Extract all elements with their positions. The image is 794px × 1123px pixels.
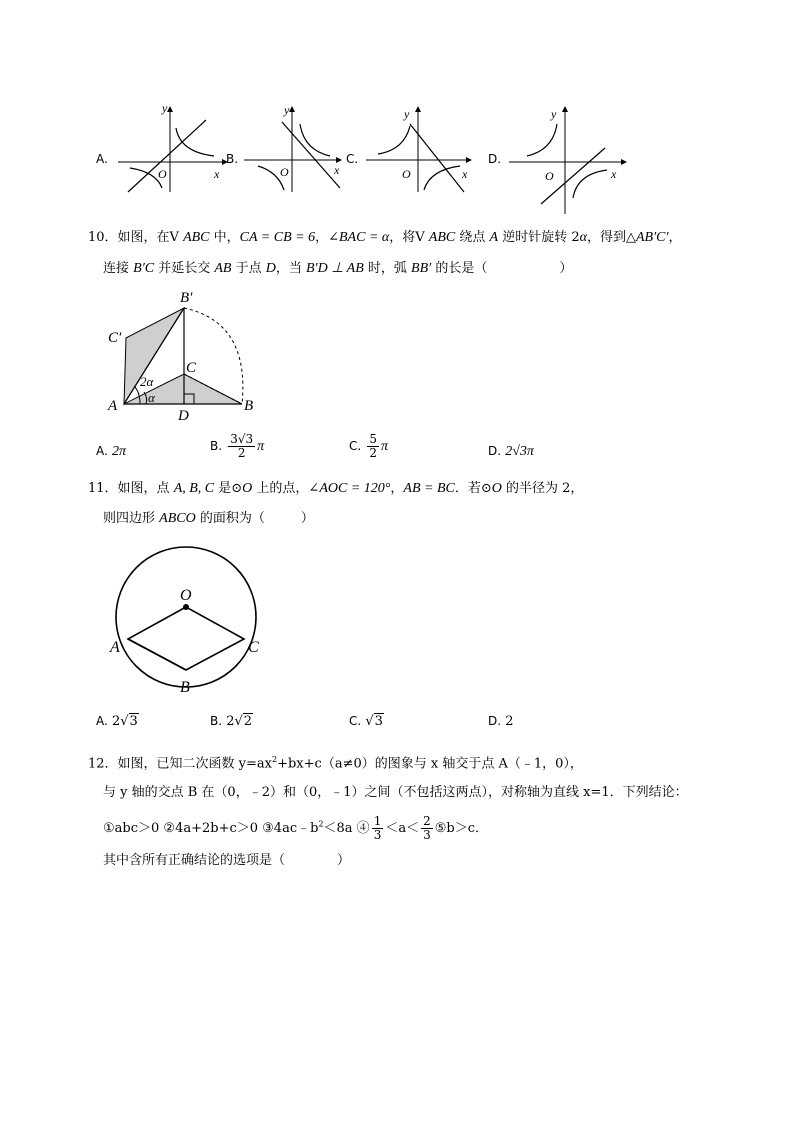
text: ， <box>668 230 682 245</box>
math: O <box>242 481 253 496</box>
label-alpha: α <box>148 390 155 405</box>
q11-option-b: B. 2√2 <box>210 714 253 729</box>
q12-line4: 其中含所有正确结论的选项是（ ） <box>103 853 351 868</box>
q12-line3 <box>103 815 488 842</box>
math: AOC = 120° <box>319 481 391 496</box>
text: ，∠ <box>315 230 339 245</box>
superscript: 2 <box>272 755 278 764</box>
option-label: D. <box>488 714 502 728</box>
pi: π <box>380 439 388 454</box>
text: 是⊙ <box>214 481 243 496</box>
graph-b <box>240 100 350 195</box>
origin-label: O <box>402 167 411 181</box>
text: +bx+c（a≠0）的图象与 x 轴交于点 A（﹣1，0）， <box>277 756 583 772</box>
q10-option-c <box>349 433 388 460</box>
option-b-label: B. <box>226 152 239 166</box>
label-o: O <box>180 587 192 604</box>
coefficient: 2 <box>226 714 235 729</box>
q11-figure <box>100 540 270 700</box>
option-label: A. <box>96 444 108 458</box>
fraction <box>367 433 379 460</box>
q12-line1 <box>88 752 583 772</box>
option-label: C. <box>349 714 362 728</box>
option-label: B. <box>210 714 223 728</box>
x-label: x <box>214 167 220 181</box>
math: ABC <box>428 230 456 245</box>
text: 则四边形 <box>103 511 160 526</box>
origin-label: O <box>158 167 167 181</box>
text: ） <box>300 511 314 526</box>
graph-d <box>505 100 635 218</box>
label-b: B <box>180 679 190 696</box>
y-label: y <box>284 103 290 117</box>
y-label: y <box>162 101 168 115</box>
denominator: 2 <box>369 446 377 460</box>
option-value: 2√3π <box>505 444 534 459</box>
denominator: 3 <box>423 828 431 842</box>
q11-number: 11 <box>88 481 105 496</box>
q12-line2: 与 y 轴的交点 B 在（0，﹣2）和（0，﹣1）之间（不包括这两点），对称轴为直线 x=1．下列结论： <box>103 785 688 800</box>
text: 的半径为 2， <box>501 481 584 496</box>
pi: π <box>257 439 265 454</box>
math: ABC <box>183 230 210 245</box>
label-b-prime: B′ <box>180 290 193 306</box>
option-c-label: C. <box>346 152 359 166</box>
q11-option-a: A. 2√3 <box>96 714 138 729</box>
text: ．若⊙ <box>454 481 492 496</box>
graph-a <box>110 100 228 195</box>
x-label: x <box>334 163 340 177</box>
q10-number: 10 <box>88 230 105 245</box>
fraction <box>372 815 384 842</box>
y-label: y <box>551 107 557 121</box>
text: ⑤b＞c． <box>434 821 488 836</box>
math: D <box>265 261 276 276</box>
origin-label: O <box>280 165 289 179</box>
math: B′C <box>133 261 155 276</box>
math: CA = CB = 6 <box>239 230 316 245</box>
text: 上的点，∠ <box>252 481 320 496</box>
denominator: 2 <box>237 446 246 460</box>
text: ，将V <box>389 230 429 245</box>
label-a: A <box>108 398 118 414</box>
x-label: x <box>462 167 468 181</box>
numerator: 5 <box>369 432 377 446</box>
superscript: 2 <box>318 819 324 829</box>
option-label: A. <box>96 714 108 728</box>
fraction <box>228 433 255 460</box>
origin-label: O <box>545 169 554 183</box>
text: 时，弧 <box>363 261 412 276</box>
text: ＜a＜ <box>385 821 420 836</box>
math: AB′C′ <box>635 230 669 245</box>
label-b: B <box>244 398 254 414</box>
fraction <box>421 815 433 842</box>
text: 中， <box>209 230 240 245</box>
text: 逆时针旋转 2 <box>498 230 580 245</box>
math: ABCO <box>159 511 196 526</box>
math: α <box>579 230 587 245</box>
q11-line2 <box>103 511 314 527</box>
q11-option-d <box>488 713 513 730</box>
option-label: D. <box>488 444 502 458</box>
option-label: C. <box>349 439 362 453</box>
option-d-label: D. <box>488 152 502 166</box>
radicand: 2 <box>243 714 253 729</box>
text: ＜8a ④ <box>323 821 370 836</box>
q10-line2 <box>103 261 572 277</box>
text: ） <box>559 261 573 276</box>
text: ．如图，点 <box>104 481 174 496</box>
math: BAC = α <box>339 230 390 245</box>
text: 连接 <box>103 261 134 276</box>
math: B′D ⊥ AB <box>306 261 364 276</box>
y-label: y <box>404 107 410 121</box>
text: ，当 <box>275 261 306 276</box>
text: ， <box>390 481 404 496</box>
q12-number: 12 <box>88 756 105 772</box>
label-d: D <box>178 408 189 424</box>
option-value: 2 <box>505 714 514 729</box>
option-value: 2π <box>111 444 126 459</box>
numerator: 3√3 <box>230 432 254 446</box>
q10-option-d <box>488 443 534 460</box>
numerator: 2 <box>423 814 431 828</box>
text: ①abc＞0 ②4a+2b+c＞0 ③4ac﹣b <box>103 821 319 836</box>
text: ．如图，已知二次函数 y=ax <box>104 756 272 772</box>
math: AB = BC <box>403 481 455 496</box>
label-c: C <box>248 639 259 656</box>
text: ，得到△ <box>586 230 636 245</box>
denominator: 3 <box>373 828 382 842</box>
label-c: C <box>186 360 197 376</box>
math: A, B, C <box>173 481 215 496</box>
math: A <box>489 230 499 245</box>
label-a: A <box>110 639 120 656</box>
math: BB′ <box>411 261 432 276</box>
numerator: 1 <box>373 814 382 828</box>
q11-line1 <box>88 481 583 497</box>
label-c-prime: C′ <box>108 330 122 346</box>
text: 并延长交 <box>154 261 215 276</box>
q10-figure <box>100 282 270 427</box>
option-label: B. <box>210 439 223 453</box>
q10-option-a <box>96 443 126 460</box>
math: AB <box>214 261 232 276</box>
q11-option-c: C. √3 <box>349 714 383 729</box>
text: 于点 <box>231 261 266 276</box>
q10-option-b <box>210 433 264 460</box>
radicand: 3 <box>129 714 138 729</box>
graph-c <box>360 100 480 195</box>
text: 的面积为（ <box>195 511 265 526</box>
label-2alpha: 2α <box>140 374 154 389</box>
text: ．如图，在V <box>104 230 184 245</box>
math: O <box>491 481 502 496</box>
text: 绕点 <box>455 230 490 245</box>
option-a-label: A. <box>96 152 108 166</box>
text: 的长是（ <box>431 261 488 276</box>
x-label: x <box>611 167 617 181</box>
coefficient: 2 <box>111 714 121 729</box>
radicand: 3 <box>374 714 383 729</box>
q10-line1 <box>88 230 682 246</box>
